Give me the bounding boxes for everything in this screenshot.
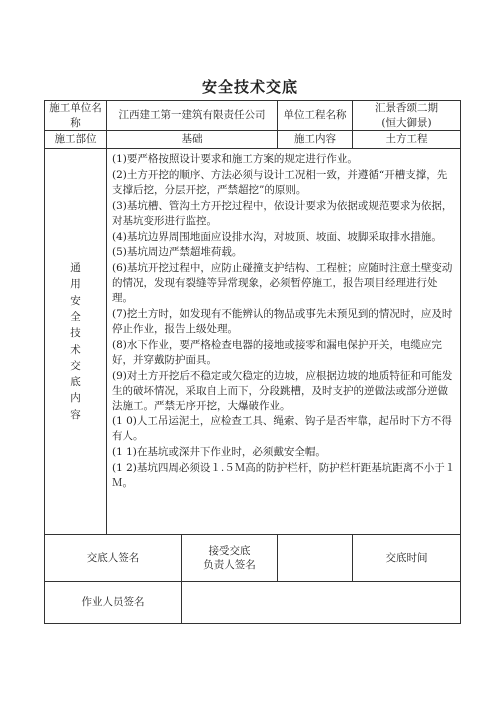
briefing-item: (1 0)人工吊运泥土，应检查工具、绳索、钩子是否牢靠，起吊时下方不得有人。 xyxy=(112,415,452,443)
section-label-char: 术 xyxy=(70,343,81,356)
briefing-item: (3)基坑槽、管沟土方开挖过程中，依设计要求为依据或规范要求为依据，对基坑变形进行监控。 xyxy=(112,199,453,227)
receiver-signature-field[interactable] xyxy=(278,535,353,582)
work-content-value: 土方工程 xyxy=(353,131,461,149)
unit-label: 施工单位名称 xyxy=(45,101,107,131)
section-label-char: 全 xyxy=(70,310,81,323)
receiver-label-line2: 负责人签名 xyxy=(203,559,256,571)
project-label: 单位工程名称 xyxy=(278,101,353,131)
part-row xyxy=(45,131,461,149)
briefing-item: (9)对土方开挖后不稳定或欠稳定的边坡，应根据边坡的地质特征和可能发生的破坏情况，采取自上而下，分段跳槽，及时支护的逆做法或部分逆做法施工。严禁无序开挖，大爆破作业。 xyxy=(112,369,453,412)
section-label-char: 内 xyxy=(70,392,81,405)
section-label-char: 底 xyxy=(70,376,81,389)
section-label-char: 技 xyxy=(70,327,81,340)
section-label-char: 容 xyxy=(70,408,81,421)
unit-row xyxy=(45,101,461,131)
briefing-item: (1 2)基坑四周必须设１.５Ｍ高的防护栏杆，防护栏杆距基坑距离不小于１Ｍ。 xyxy=(112,462,456,490)
section-label-char: 交 xyxy=(70,359,81,372)
briefing-item: (4)基坑边界周围地面应设排水沟，对坡顶、坡面、坡脚采取排水措施。 xyxy=(112,230,442,243)
briefing-item: (2)土方开挖的顺序、方法必须与设计工况相一致，并遵循“开槽支撑，先支撑后挖，分层开挖，严禁超挖”的原则。 xyxy=(112,168,448,196)
briefing-item: (8)水下作业，要严格检查电器的接地或接零和漏电保护开关，电缆应完好，并穿戴防护面具。 xyxy=(112,338,442,366)
receiver-signer-label xyxy=(182,535,278,582)
briefing-item: (7)挖土方时，如发现有不能辨认的物品或事先未预见到的情况时，应及时停止作业，报告上级处理。 xyxy=(112,308,453,335)
workers-signature-field[interactable] xyxy=(182,582,461,624)
signature-row xyxy=(45,535,461,582)
unit-value: 江西建工第一建筑有限责任公司 xyxy=(107,101,278,131)
briefing-item: (1)要严格按照设计要求和施工方案的规定进行作业。 xyxy=(112,153,358,165)
project-value-line1: 汇景香颂二期 xyxy=(375,102,438,115)
workers-row xyxy=(45,582,461,624)
project-value-line2: (恒大御景) xyxy=(381,116,432,129)
section-label-char: 安 xyxy=(70,294,81,307)
briefing-item: (6)基坑开挖过程中，应防止碰撞支护结构、工程桩；应随时注意土壁变动的情况，发现有裂缝等异常现象，必须暂停施工，报告项目经理进行处理。 xyxy=(112,262,453,305)
briefing-content xyxy=(107,149,461,535)
section-label-char: 通 xyxy=(70,262,81,275)
workers-signature-label: 作业人员签名 xyxy=(45,582,182,624)
briefing-section-label xyxy=(45,149,107,535)
part-label: 施工部位 xyxy=(45,131,107,149)
briefing-item: (5)基坑周边严禁超堆荷载。 xyxy=(112,246,243,259)
briefing-content-row xyxy=(45,149,461,535)
section-label-char: 用 xyxy=(70,278,81,291)
briefing-item: (1 1)在基坑或深井下作业时，必须戴安全帽。 xyxy=(112,446,326,459)
document-title: 安全技术交底 xyxy=(201,78,298,96)
project-value xyxy=(353,101,461,131)
receiver-label-line1: 接受交底 xyxy=(208,544,251,557)
safety-briefing-form xyxy=(44,100,461,624)
handover-time-label: 交底时间 xyxy=(353,535,461,582)
part-value: 基础 xyxy=(107,131,278,149)
work-content-label: 施工内容 xyxy=(278,131,353,149)
handover-signer-label: 交底人签名 xyxy=(45,535,182,582)
